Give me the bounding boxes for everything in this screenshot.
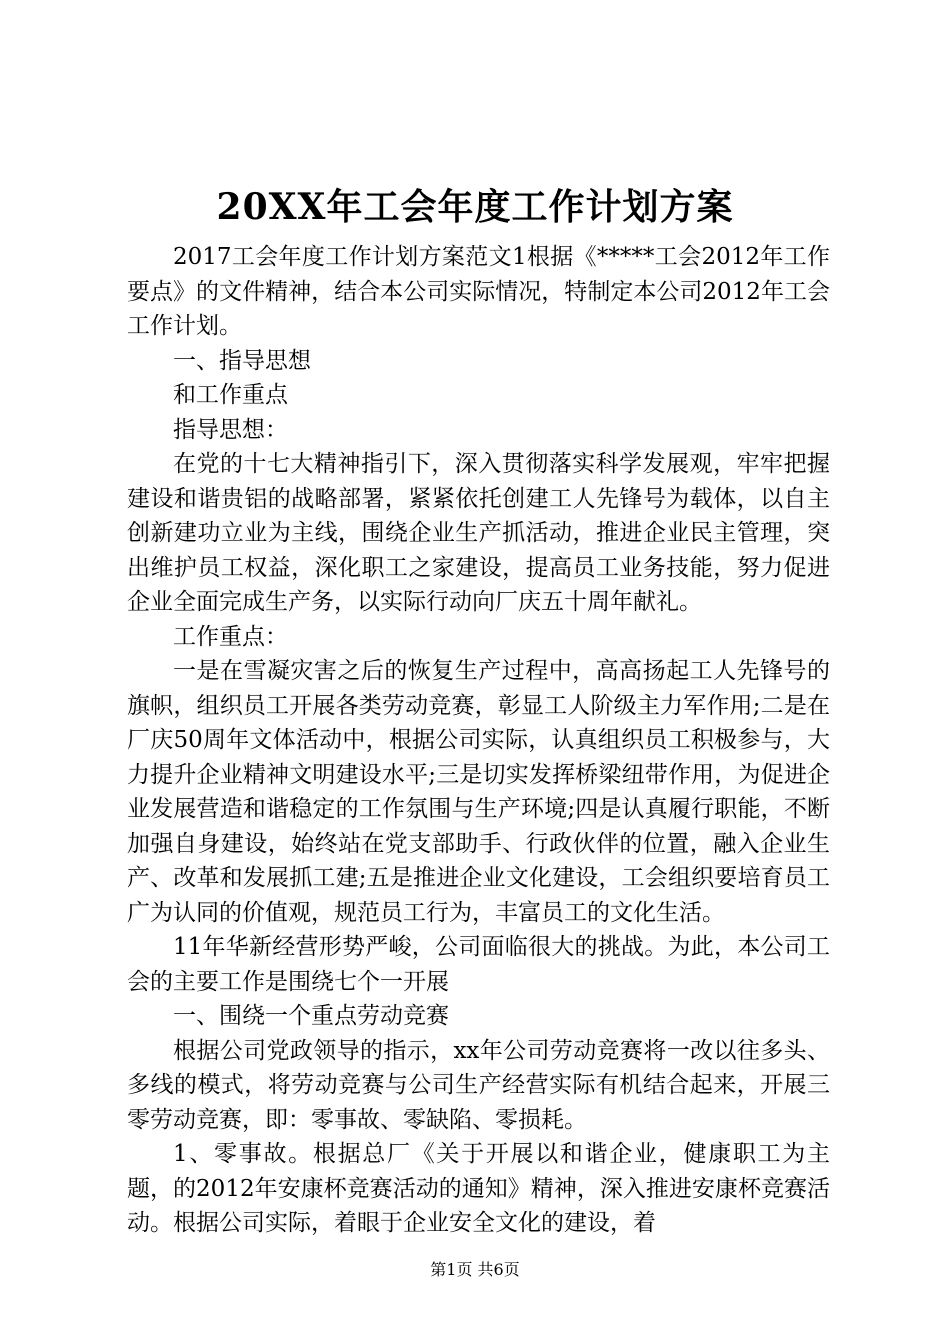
document-title: 20XX年工会年度工作计划方案: [216, 186, 734, 228]
heading-work-focus: 和工作重点: [173, 382, 288, 408]
paragraph-zero-accidents: 1、零事故。根据总厂《关于开展以和谐企业，健康职工为主题，的2012年安康杯竞赛活动的通知》精神，深入推进安康杯竞赛活动。根据公司实际，着眼于企业安全文化的建设，着: [127, 1141, 830, 1236]
subheading-work-focus: 工作重点：: [173, 623, 288, 650]
paragraph-business-situation: 11年华新经营形势严峻，公司面临很大的挑战。为此，本公司工会的主要工作是围绕七个一开展: [127, 934, 830, 995]
paragraph-guiding-ideology: 在党的十七大精神指引下，深入贯彻落实科学发展观，牢牢把握建设和谐贵铝的战略部署，紧紧依托创建工人先锋号为载体，以自主创新建功立业为主线，围绕企业生产抓活动，推进企业民主管理，突出维护员工权益，深化职工之家建设，提高员工业务技能，努力促进企业全面完成生产务，以实际行动向厂庆五十周年献礼。: [127, 451, 830, 615]
paragraph-work-focus: 一是在雪凝灾害之后的恢复生产过程中，高高扬起工人先锋号的旗帜，组织员工开展各类劳动竞赛，彰显工人阶级主力军作用;二是在厂庆50周年文体活动中，根据公司实际，认真组织员工积极参与，大力提升企业精神文明建设水平;三是切实发挥桥梁纽带作用，为促进企业发展营造和谐稳定的工作氛围与生产环境;四是认真履行职能，不断加强自身建设，始终站在党支部助手、行政伙伴的位置，融入企业生产、改革和发展抓工建;五是推进企业文化建设，工会组织要培育员工广为认同的价值观，规范员工行为，丰富员工的文化生活。: [127, 658, 830, 926]
heading-labor-competition: 一、围绕一个重点劳动竞赛: [173, 1003, 449, 1029]
heading-guiding-ideology: 一、指导思想: [173, 347, 311, 374]
document-body: [127, 240, 830, 1241]
subheading-guiding-ideology: 指导思想：: [173, 416, 288, 443]
page-footer: 第1页 共6页: [430, 1260, 520, 1279]
paragraph-intro: 2017工会年度工作计划方案范文1根据《*****工会2012年工作要点》的文件精神，结合本公司实际情况，特制定本公司2012年工会工作计划。: [127, 244, 830, 339]
paragraph-labor-competition: 根据公司党政领导的指示，xx年公司劳动竞赛将一改以往多头、多线的模式，将劳动竞赛与公司生产经营实际有机结合起来，开展三零劳动竞赛，即：零事故、零缺陷、零损耗。: [127, 1037, 830, 1133]
